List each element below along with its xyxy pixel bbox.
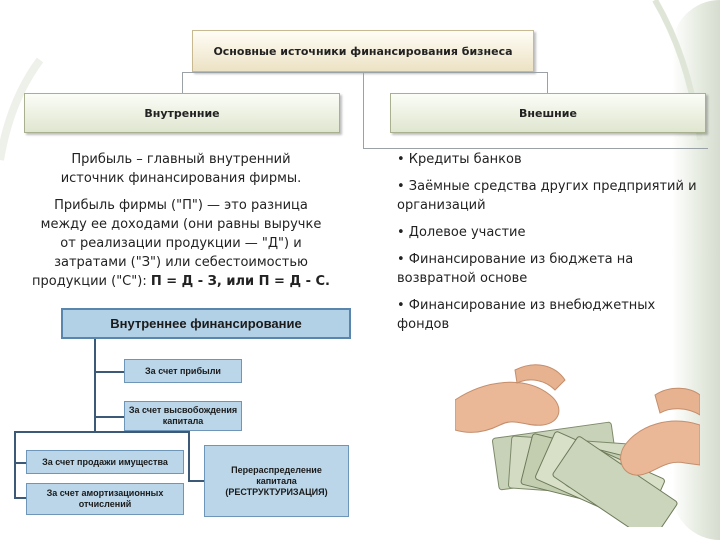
org-connector <box>96 431 190 433</box>
org-node-profit <box>124 359 242 383</box>
org-node-label: За счет прибыли <box>145 365 221 376</box>
org-node-capital-release <box>124 401 242 431</box>
text-line: Прибыль фирмы ("П") — это разница <box>54 198 308 213</box>
org-node-label: (РЕСТРУКТУРИЗАЦИЯ) <box>225 486 328 497</box>
text-line: от реализации продукции — "Д") и <box>60 236 302 251</box>
diagram-title-box <box>192 30 534 72</box>
hands-holding-dollars-image <box>455 355 700 527</box>
org-node-label: За счет амортизационных <box>46 488 164 498</box>
org-connector <box>188 431 190 481</box>
org-node-label: капитала <box>162 416 204 426</box>
org-connector <box>14 431 16 499</box>
org-connector <box>94 416 124 418</box>
org-head-label: Внутреннее финансирование <box>110 316 302 331</box>
org-node-property-sale <box>26 450 184 474</box>
branch-internal-label: Внутренние <box>144 106 220 120</box>
org-connector <box>14 462 26 464</box>
external-sources-list <box>397 150 697 342</box>
text-line: источник финансирования фирмы. <box>60 171 302 186</box>
org-node-label: За счет высвобождения <box>128 405 238 415</box>
text-line: между ее доходами (они равны выручке <box>40 217 322 232</box>
org-node-label: Перераспределение <box>231 464 322 475</box>
branch-external-label: Внешние <box>519 106 577 120</box>
org-node-label: За счет продажи имущества <box>42 456 168 467</box>
connector-right-up <box>363 72 548 94</box>
org-head-internal-financing <box>61 308 351 339</box>
org-node-label: отчислений <box>78 499 132 509</box>
org-connector <box>94 371 124 373</box>
org-connector <box>14 431 96 433</box>
diagram-title: Основные источники финансирования бизнеса <box>213 44 513 58</box>
internal-description <box>20 150 342 291</box>
org-connector <box>188 480 204 482</box>
branch-internal <box>24 93 340 133</box>
text-line: затратами ("З") или себестоимостью <box>54 255 308 270</box>
org-node-restructuring <box>204 445 349 517</box>
connector-right-h <box>363 148 708 149</box>
list-item: • Финансирование из бюджета на возвратной основе <box>397 252 634 286</box>
text-line: Прибыль – главный внутренний <box>71 152 291 167</box>
org-node-label: капитала <box>256 475 297 486</box>
list-item: • Заёмные средства других предприятий и организаций <box>397 179 697 213</box>
list-item: • Долевое участие <box>397 225 526 240</box>
formula-line <box>20 272 342 291</box>
org-connector <box>14 497 26 499</box>
connector-left <box>182 72 364 94</box>
list-item: • Финансирование из внебюджетных фондов <box>397 298 656 332</box>
formula-intro: продукции ("С"): <box>32 274 151 289</box>
list-item: • Кредиты банков <box>397 152 522 167</box>
profit-formula: П = Д - З, или П = Д - С. <box>150 274 330 289</box>
org-node-amortization <box>26 483 184 515</box>
branch-external <box>390 93 706 133</box>
